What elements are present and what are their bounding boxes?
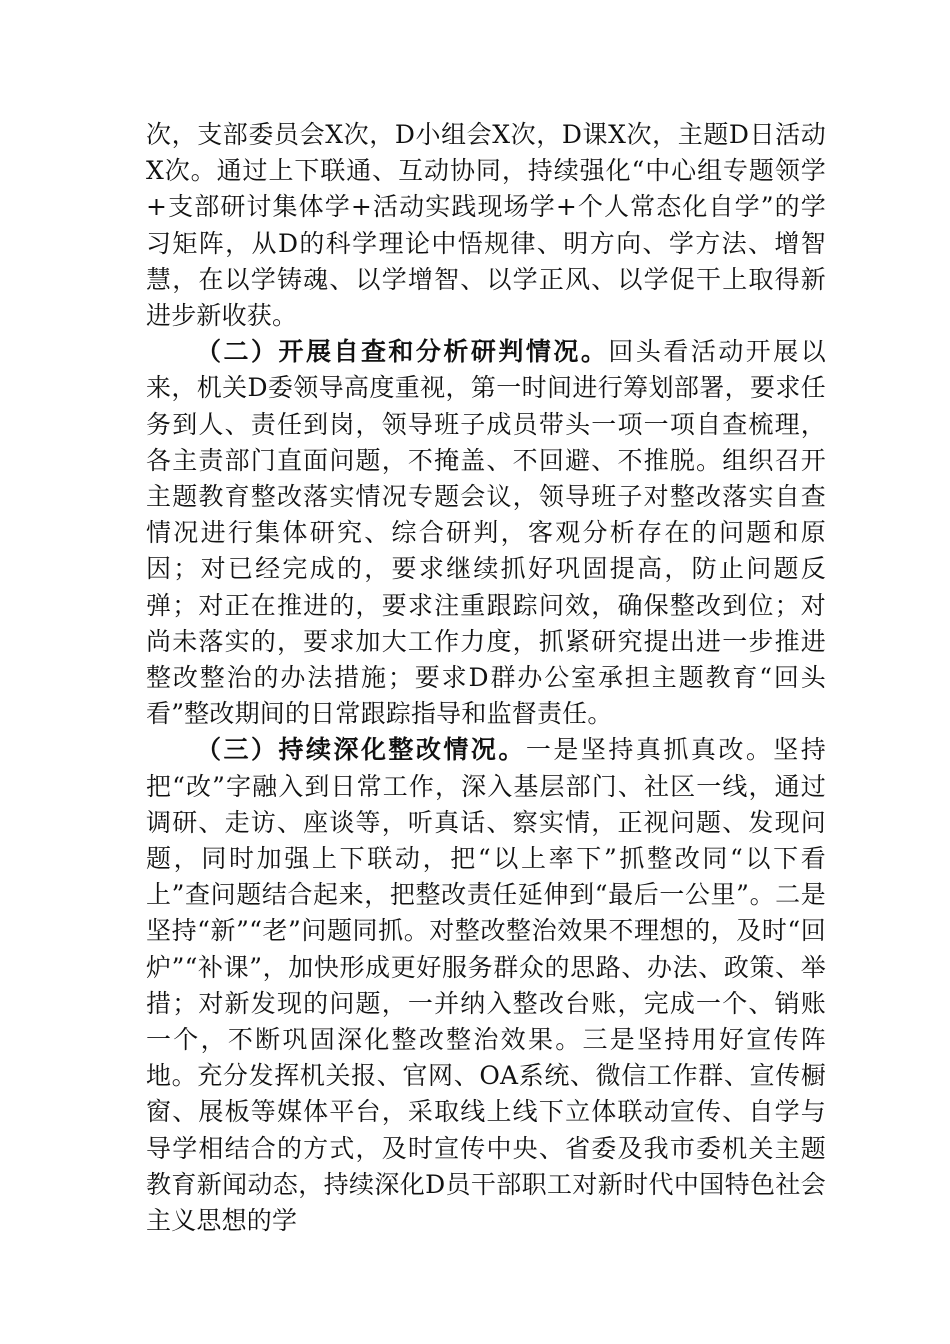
paragraph-continuation (146, 117, 826, 334)
paragraph-self-inspection (146, 334, 826, 732)
paragraph-text: 回头看活动开展以来，机关D委领导高度重视，第一时间进行筹划部署，要求任务到人、责任到岗，领导班子成员带头一项一项自查梳理，各主责部门直面问题，不掩盖、不回避、不推脱。组织召开主题教育整改落实情况专题会议，领导班子对整改落实自查情况进行集体研究、综合研判，客观分析存在的问题和原因；对已经完成的，要求继续抓好巩固提高，防止问题反弹；对正在推进的，要求注重跟踪问效，确保整改到位；对尚未落实的，要求加大工作力度，抓紧研究提出进一步推进整改整治的办法措施；要求D群办公室承担主题教育“回头看”整改期间的日常跟踪指导和监督责任。 (146, 337, 826, 729)
document-body (146, 117, 826, 1239)
paragraph-text: 次，支部委员会X次，D小组会X次，D课X次，主题D日活动X次。通过上下联通、互动协同，持续强化“中心组专题领学+支部研讨集体学+活动实践现场学+个人常态化自学”的学习矩阵，从D的科学理论中悟规律、明方向、学方法、增智慧，在以学铸魂、以学增智、以学正风、以学促干上取得新进步新收获。 (146, 120, 826, 331)
paragraph-heading: （三）持续深化整改情况。 (196, 735, 526, 765)
paragraph-text: 一是坚持真抓真改。坚持把“改”字融入到日常工作，深入基层部门、社区一线，通过调研、走访、座谈等，听真话、察实情，正视问题、发现问题，同时加强上下联动，把“以上率下”抓整改同“以下看上”查问题结合起来，把整改责任延伸到“最后一公里”。二是坚持“新”“老”问题同抓。对整改整治效果不理想的，及时“回炉”“补课”，加快形成更好服务群众的思路、办法、政策、举措；对新发现的问题，一并纳入整改台账，完成一个、销账一个，不断巩固深化整改整治效果。三是坚持用好宣传阵地。充分发挥机关报、官网、OA系统、微信工作群、宣传橱窗、展板等媒体平台，采取线上线下立体联动宣传、自学与导学相结合的方式，及时宣传中央、省委及我市委机关主题教育新闻动态，持续深化D员干部职工对新时代中国特色社会主义思想的学 (146, 735, 826, 1236)
paragraph-heading: （二）开展自查和分析研判情况。 (196, 337, 609, 367)
paragraph-rectification (146, 732, 826, 1239)
